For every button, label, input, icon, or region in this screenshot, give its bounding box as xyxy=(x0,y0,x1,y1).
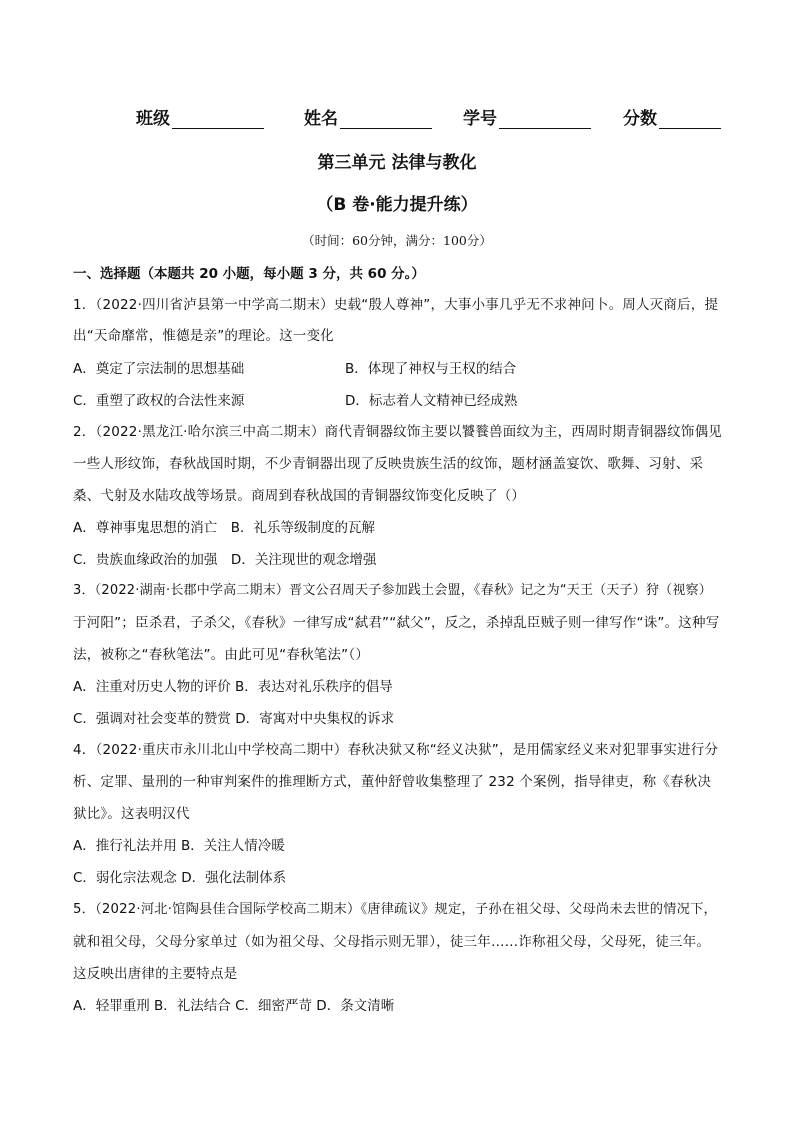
option-c[interactable]: C．重塑了政权的合法性来源 xyxy=(73,393,245,409)
options-cd[interactable]: C．强调对社会变革的赞赏 D．寄寓对中央集权的诉求 xyxy=(73,711,395,727)
options-cd[interactable]: C．弱化宗法观念 D．强化法制体系 xyxy=(73,870,287,886)
score-label: 分数 xyxy=(623,109,657,129)
name-field[interactable] xyxy=(304,104,432,129)
options-ab[interactable]: A．注重对历史人物的评价 B．表达对礼乐秩序的倡导 xyxy=(73,679,393,695)
question-text-line: 5．（2022·河北·馆陶县佳合国际学校高二期末）《唐律疏议》规定，子孙在祖父母、父母尚未去世的情况下， xyxy=(73,902,717,917)
question-text-line: 一些人形纹饰，春秋战国时期，不少青铜器出现了反映贵族生活的纹饰，题材涵盖宴饮、歌舞、习射、采 xyxy=(73,456,704,472)
unit-title: 第三单元 法律与教化 xyxy=(317,153,477,173)
question-text-line: 1．（2022·四川省泸县第一中学高二期末）史载“殷人尊神”，大事小事几乎无不求神问卜。周人灭商后，提 xyxy=(73,297,719,313)
option-b[interactable]: B．体现了神权与王权的结合 xyxy=(345,361,517,377)
question-text-line: 于河阳”；臣杀君，子杀父，《春秋》一律写成“弑君”“弑父”，反之，杀掉乱臣贼子则一律写作“诛”。这种写 xyxy=(73,615,720,631)
question-text-line: 这反映出唐律的主要特点是 xyxy=(73,966,238,982)
options-cd[interactable]: C．贵族血缘政治的加强 D．关注现世的观念增强 xyxy=(73,552,377,568)
question-text-line: 法，被称之“春秋笔法”。由此可见“春秋笔法”（） xyxy=(73,647,370,663)
question-text-line: 4．（2022·重庆市永川北山中学校高二期中）春秋决狱又称“经义决狱”，是用儒家经义来对犯罪事实进行分 xyxy=(73,742,719,758)
student-info-row xyxy=(0,104,794,132)
question-text-line: 2．（2022·黑龙江·哈尔滨三中高二期末）商代青铜器纹饰主要以饕餮兽面纹为主，西周时期青铜器纹饰偶见 xyxy=(73,424,722,440)
section-heading: 一、选择题（本题共 20 小题，每小题 3 分，共 60 分。） xyxy=(73,266,425,282)
question-text-line: 桑、弋射及水陆攻战等场景。商周到春秋战国的青铜器纹饰变化反映了（） xyxy=(73,488,526,504)
question-text-line: 出“天命靡常，惟德是亲”的理论。这一变化 xyxy=(73,328,334,344)
score-blank[interactable] xyxy=(659,110,721,129)
class-blank[interactable] xyxy=(172,110,264,129)
question-text-line: 狱比》。这表明汉代 xyxy=(73,806,190,822)
score-field[interactable] xyxy=(623,104,721,129)
class-field[interactable] xyxy=(136,104,264,129)
options-abcd[interactable]: A．轻罪重刑 B．礼法结合 C．细密严苛 D．条文清晰 xyxy=(73,998,395,1014)
name-blank[interactable] xyxy=(340,110,432,129)
question-text-line: 就和祖父母，父母分家单过（如为祖父母、父母指示则无罪），徒三年……诈称祖父母，父母死，徒三年。 xyxy=(73,934,711,950)
question-text-line: 析、定罪、量刑的一种审判案件的推理断方式，董仲舒曾收集整理了 232 个案例，指导律吏，称《春秋决 xyxy=(73,774,712,790)
question-text-line: 3．（2022·湖南·长郡中学高二期末）晋文公召周天子参加践土会盟，《春秋》记之为“天王（天子）狩（视察） xyxy=(73,583,712,598)
paper-subtitle: （B 卷·能力提升练） xyxy=(316,195,478,215)
option-a[interactable]: A．奠定了宗法制的思想基础 xyxy=(73,361,245,377)
student-id-blank[interactable] xyxy=(499,110,591,129)
class-label: 班级 xyxy=(136,109,170,129)
options-ab[interactable]: A．尊神事鬼思想的消亡 B．礼乐等级制度的瓦解 xyxy=(73,520,375,536)
option-d[interactable]: D．标志着人文精神已经成熟 xyxy=(345,393,518,409)
student-id-label: 学号 xyxy=(463,109,497,129)
student-id-field[interactable] xyxy=(463,104,591,129)
name-label: 姓名 xyxy=(304,109,338,129)
time-note: （时间：60分钟，满分：100分） xyxy=(302,233,492,248)
options-ab[interactable]: A．推行礼法并用 B．关注人情冷暖 xyxy=(73,838,285,854)
